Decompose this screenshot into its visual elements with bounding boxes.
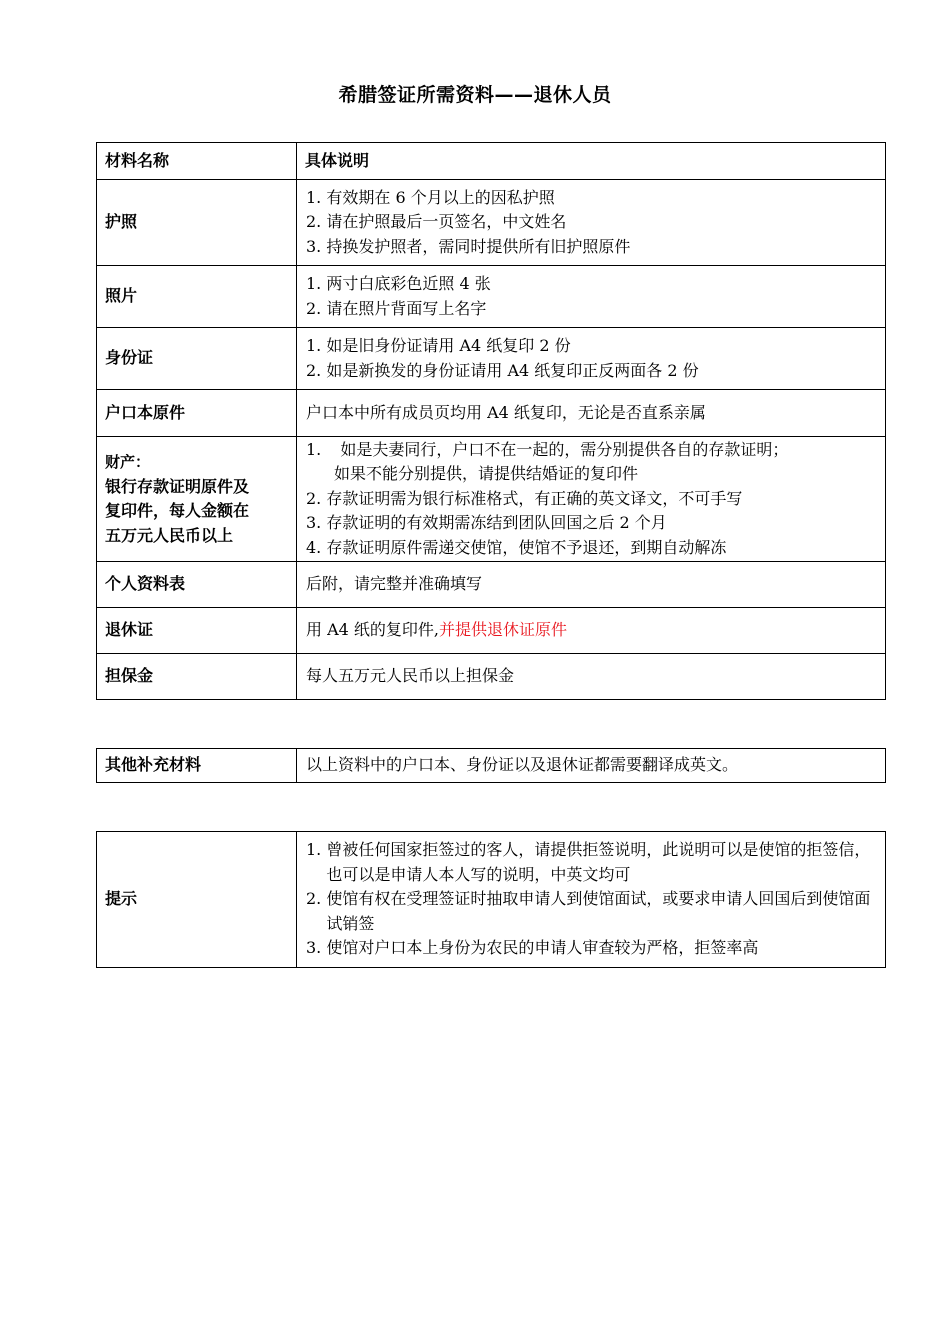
document-title: 希腊签证所需资料——退休人员 xyxy=(338,84,612,106)
list-item: 1. 两寸白底彩色近照 4 张 xyxy=(306,274,491,293)
item-text: 使馆有权在受理签证时抽取申请人到使馆面试，或要求申请人回国后到使馆面试销签 xyxy=(326,889,871,933)
list-item xyxy=(306,887,877,936)
materials-table xyxy=(96,142,886,700)
header-desc-cell: 具体说明 xyxy=(297,143,886,180)
list-item-continuation: 如果不能分别提供，请提供结婚证的复印件 xyxy=(334,464,639,484)
item-text: 曾被任何国家拒签过的客人，请提供拒签说明，此说明可以是使馆的拒签信，也可以是申请人本人写的说明，中英文均可 xyxy=(326,840,871,884)
table-row xyxy=(97,608,886,654)
item-number: 1. xyxy=(306,439,327,459)
row-desc-personal-form: 后附，请完整并准确填写 xyxy=(297,562,886,608)
assets-label-line: 复印件，每人金额在 xyxy=(105,501,250,520)
row-desc-guarantee: 每人五万元人民币以上担保金 xyxy=(297,654,886,700)
item-number: 1. xyxy=(306,840,327,860)
table-row xyxy=(97,832,886,968)
tips-content-cell xyxy=(297,832,886,968)
list-item: 1. 如是旧身份证请用 A4 纸复印 2 份 xyxy=(306,336,571,355)
assets-label-line: 银行存款证明原件及 xyxy=(105,476,250,496)
supplement-text-cell: 以上资料中的户口本、身份证以及退休证都需要翻译成英文。 xyxy=(297,749,886,783)
row-desc-photo xyxy=(297,266,886,328)
list-item xyxy=(306,936,877,961)
list-item: 4. 存款证明原件需递交使馆，使馆不予退还，到期自动解冻 xyxy=(306,537,727,557)
item-text: 使馆对户口本上身份为农民的申请人审查较为严格，拒签率高 xyxy=(326,938,759,958)
retirement-cert-red-note: 并提供退休证原件 xyxy=(439,620,568,640)
row-desc-assets xyxy=(297,437,886,562)
retirement-cert-text: 用 A4 纸的复印件, xyxy=(306,620,439,640)
row-name-retirement-cert: 退休证 xyxy=(97,608,297,654)
table-row xyxy=(97,328,886,390)
list-item: 3. 存款证明的有效期需冻结到团队回国之后 2 个月 xyxy=(306,513,667,533)
row-name-personal-form: 个人资料表 xyxy=(97,562,297,608)
table-row xyxy=(97,562,886,608)
table-row xyxy=(97,749,886,783)
item-number: 3. xyxy=(306,938,327,958)
tips-table xyxy=(96,831,886,968)
list-item: 2. 请在照片背面写上名字 xyxy=(306,298,487,318)
list-item xyxy=(306,838,877,887)
row-name-household: 户口本原件 xyxy=(97,390,297,437)
list-item: 2. 存款证明需为银行标准格式，有正确的英文译文，不可手写 xyxy=(306,488,743,508)
list-item xyxy=(306,438,877,463)
list-item: 2. 请在护照最后一页签名，中文姓名 xyxy=(306,212,567,232)
list-item: 1. 有效期在 6 个月以上的因私护照 xyxy=(306,187,555,207)
tips-name-cell: 提示 xyxy=(97,832,297,968)
row-name-guarantee: 担保金 xyxy=(97,654,297,700)
list-item: 2. 如是新换发的身份证请用 A4 纸复印正反两面各 2 份 xyxy=(306,360,699,380)
item-number: 2. xyxy=(306,889,327,909)
row-name-assets xyxy=(97,437,297,562)
table-row xyxy=(97,437,886,562)
assets-label-line: 财产： xyxy=(105,453,151,471)
table-row xyxy=(97,390,886,437)
row-name-passport: 护照 xyxy=(97,180,297,266)
supplement-name-cell: 其他补充材料 xyxy=(97,749,297,783)
row-desc-id-card xyxy=(297,328,886,390)
supplement-table xyxy=(96,748,886,783)
header-name-cell: 材料名称 xyxy=(97,143,297,180)
table-row xyxy=(97,180,886,266)
table-header-row xyxy=(97,143,886,180)
list-item: 3. 持换发护照者，需同时提供所有旧护照原件 xyxy=(306,236,631,256)
row-desc-passport xyxy=(297,180,886,266)
row-name-id-card: 身份证 xyxy=(97,328,297,390)
row-name-photo: 照片 xyxy=(97,266,297,328)
row-desc-household: 户口本中所有成员页均用 A4 纸复印，无论是否直系亲属 xyxy=(297,390,886,437)
row-desc-retirement-cert xyxy=(297,608,886,654)
item-text: 如是夫妻同行，户口不在一起的，需分别提供各自的存款证明； xyxy=(340,439,789,459)
assets-label-line: 五万元人民币以上 xyxy=(105,525,234,545)
table-row xyxy=(97,654,886,700)
table-row xyxy=(97,266,886,328)
